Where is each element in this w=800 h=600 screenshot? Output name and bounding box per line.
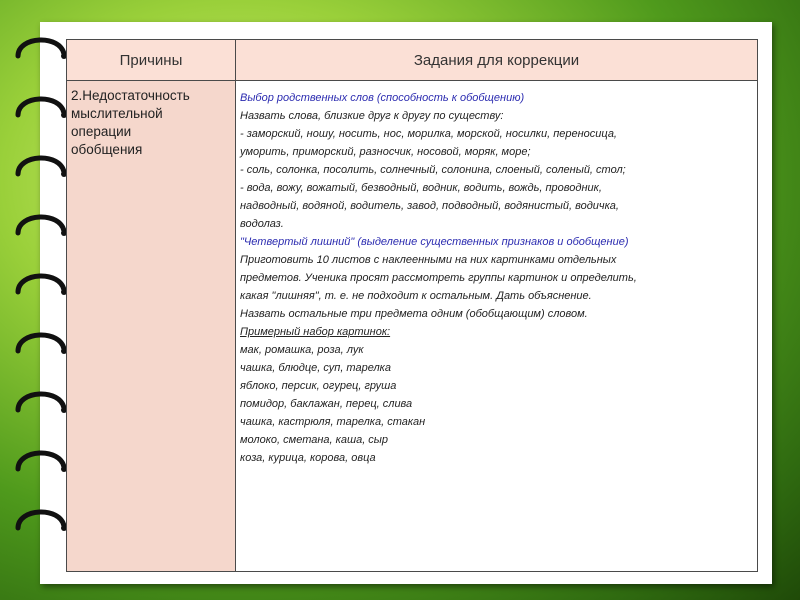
task-line: молоко, сметана, каша, сыр <box>240 434 389 446</box>
task-heading: "Четвертый лишний" (выделение существенных признаков и обобщение) <box>240 236 629 248</box>
task-heading: Выбор родственных слов (способность к обобщению) <box>240 92 525 104</box>
task-line: яблоко, персик, огурец, груша <box>240 380 397 392</box>
task-line: мак, ромашка, роза, лук <box>240 344 364 356</box>
cause-line: мыслительной <box>71 106 163 121</box>
task-line: чашка, кастрюля, тарелка, стакан <box>240 416 426 428</box>
spiral-ring-icon <box>14 386 70 426</box>
spiral-ring-icon <box>14 268 70 308</box>
task-line: - заморский, ношу, носить, нос, морилка, морской, носилки, переносица, <box>240 128 617 140</box>
task-line: надводный, водяной, водитель, завод, подводный, водянистый, водичка, <box>240 200 619 212</box>
task-line: водолаз. <box>240 218 284 230</box>
cause-cell <box>67 81 236 572</box>
header-tasks: Задания для коррекции <box>236 40 758 81</box>
task-line: чашка, блюдце, суп, тарелка <box>240 362 391 374</box>
task-lines <box>240 89 751 467</box>
task-line: коза, курица, корова, овца <box>240 452 376 464</box>
cause-line: обобщения <box>71 142 143 157</box>
header-causes: Причины <box>67 40 236 81</box>
tasks-cell <box>236 81 758 572</box>
task-line: Примерный набор картинок: <box>240 326 391 338</box>
spiral-ring-icon <box>14 327 70 367</box>
task-line: уморить, приморский, разносчик, носовой, моряк, море; <box>240 146 531 158</box>
spiral-ring-icon <box>14 209 70 249</box>
task-line: Назвать остальные три предмета одним (обобщающим) словом. <box>240 308 588 320</box>
task-line: - соль, солонка, посолить, солнечный, солонина, слоеный, соленый, стол; <box>240 164 626 176</box>
task-line: - вода, вожу, вожатый, безводный, водник, водить, вождь, проводник, <box>240 182 602 194</box>
task-line: предметов. Ученика просят рассмотреть группы картинок и определить, <box>240 272 637 284</box>
spiral-ring-icon <box>14 445 70 485</box>
task-line: помидор, баклажан, перец, слива <box>240 398 413 410</box>
spiral-ring-icon <box>14 32 70 72</box>
spiral-ring-icon <box>14 91 70 131</box>
table-header-row <box>67 40 758 81</box>
task-line: Назвать слова, близкие друг к другу по существу: <box>240 110 504 122</box>
cause-line: 2.Недостаточность <box>71 88 190 103</box>
table-row <box>67 81 758 572</box>
cause-line: операции <box>71 124 132 139</box>
task-line: Приготовить 10 листов с наклеенными на них картинками отдельных <box>240 254 617 266</box>
spiral-ring-icon <box>14 150 70 190</box>
correction-table <box>66 39 758 572</box>
spiral-ring-icon <box>14 504 70 544</box>
task-line: какая "лишняя", т. е. не подходит к остальным. Дать объяснение. <box>240 290 592 302</box>
